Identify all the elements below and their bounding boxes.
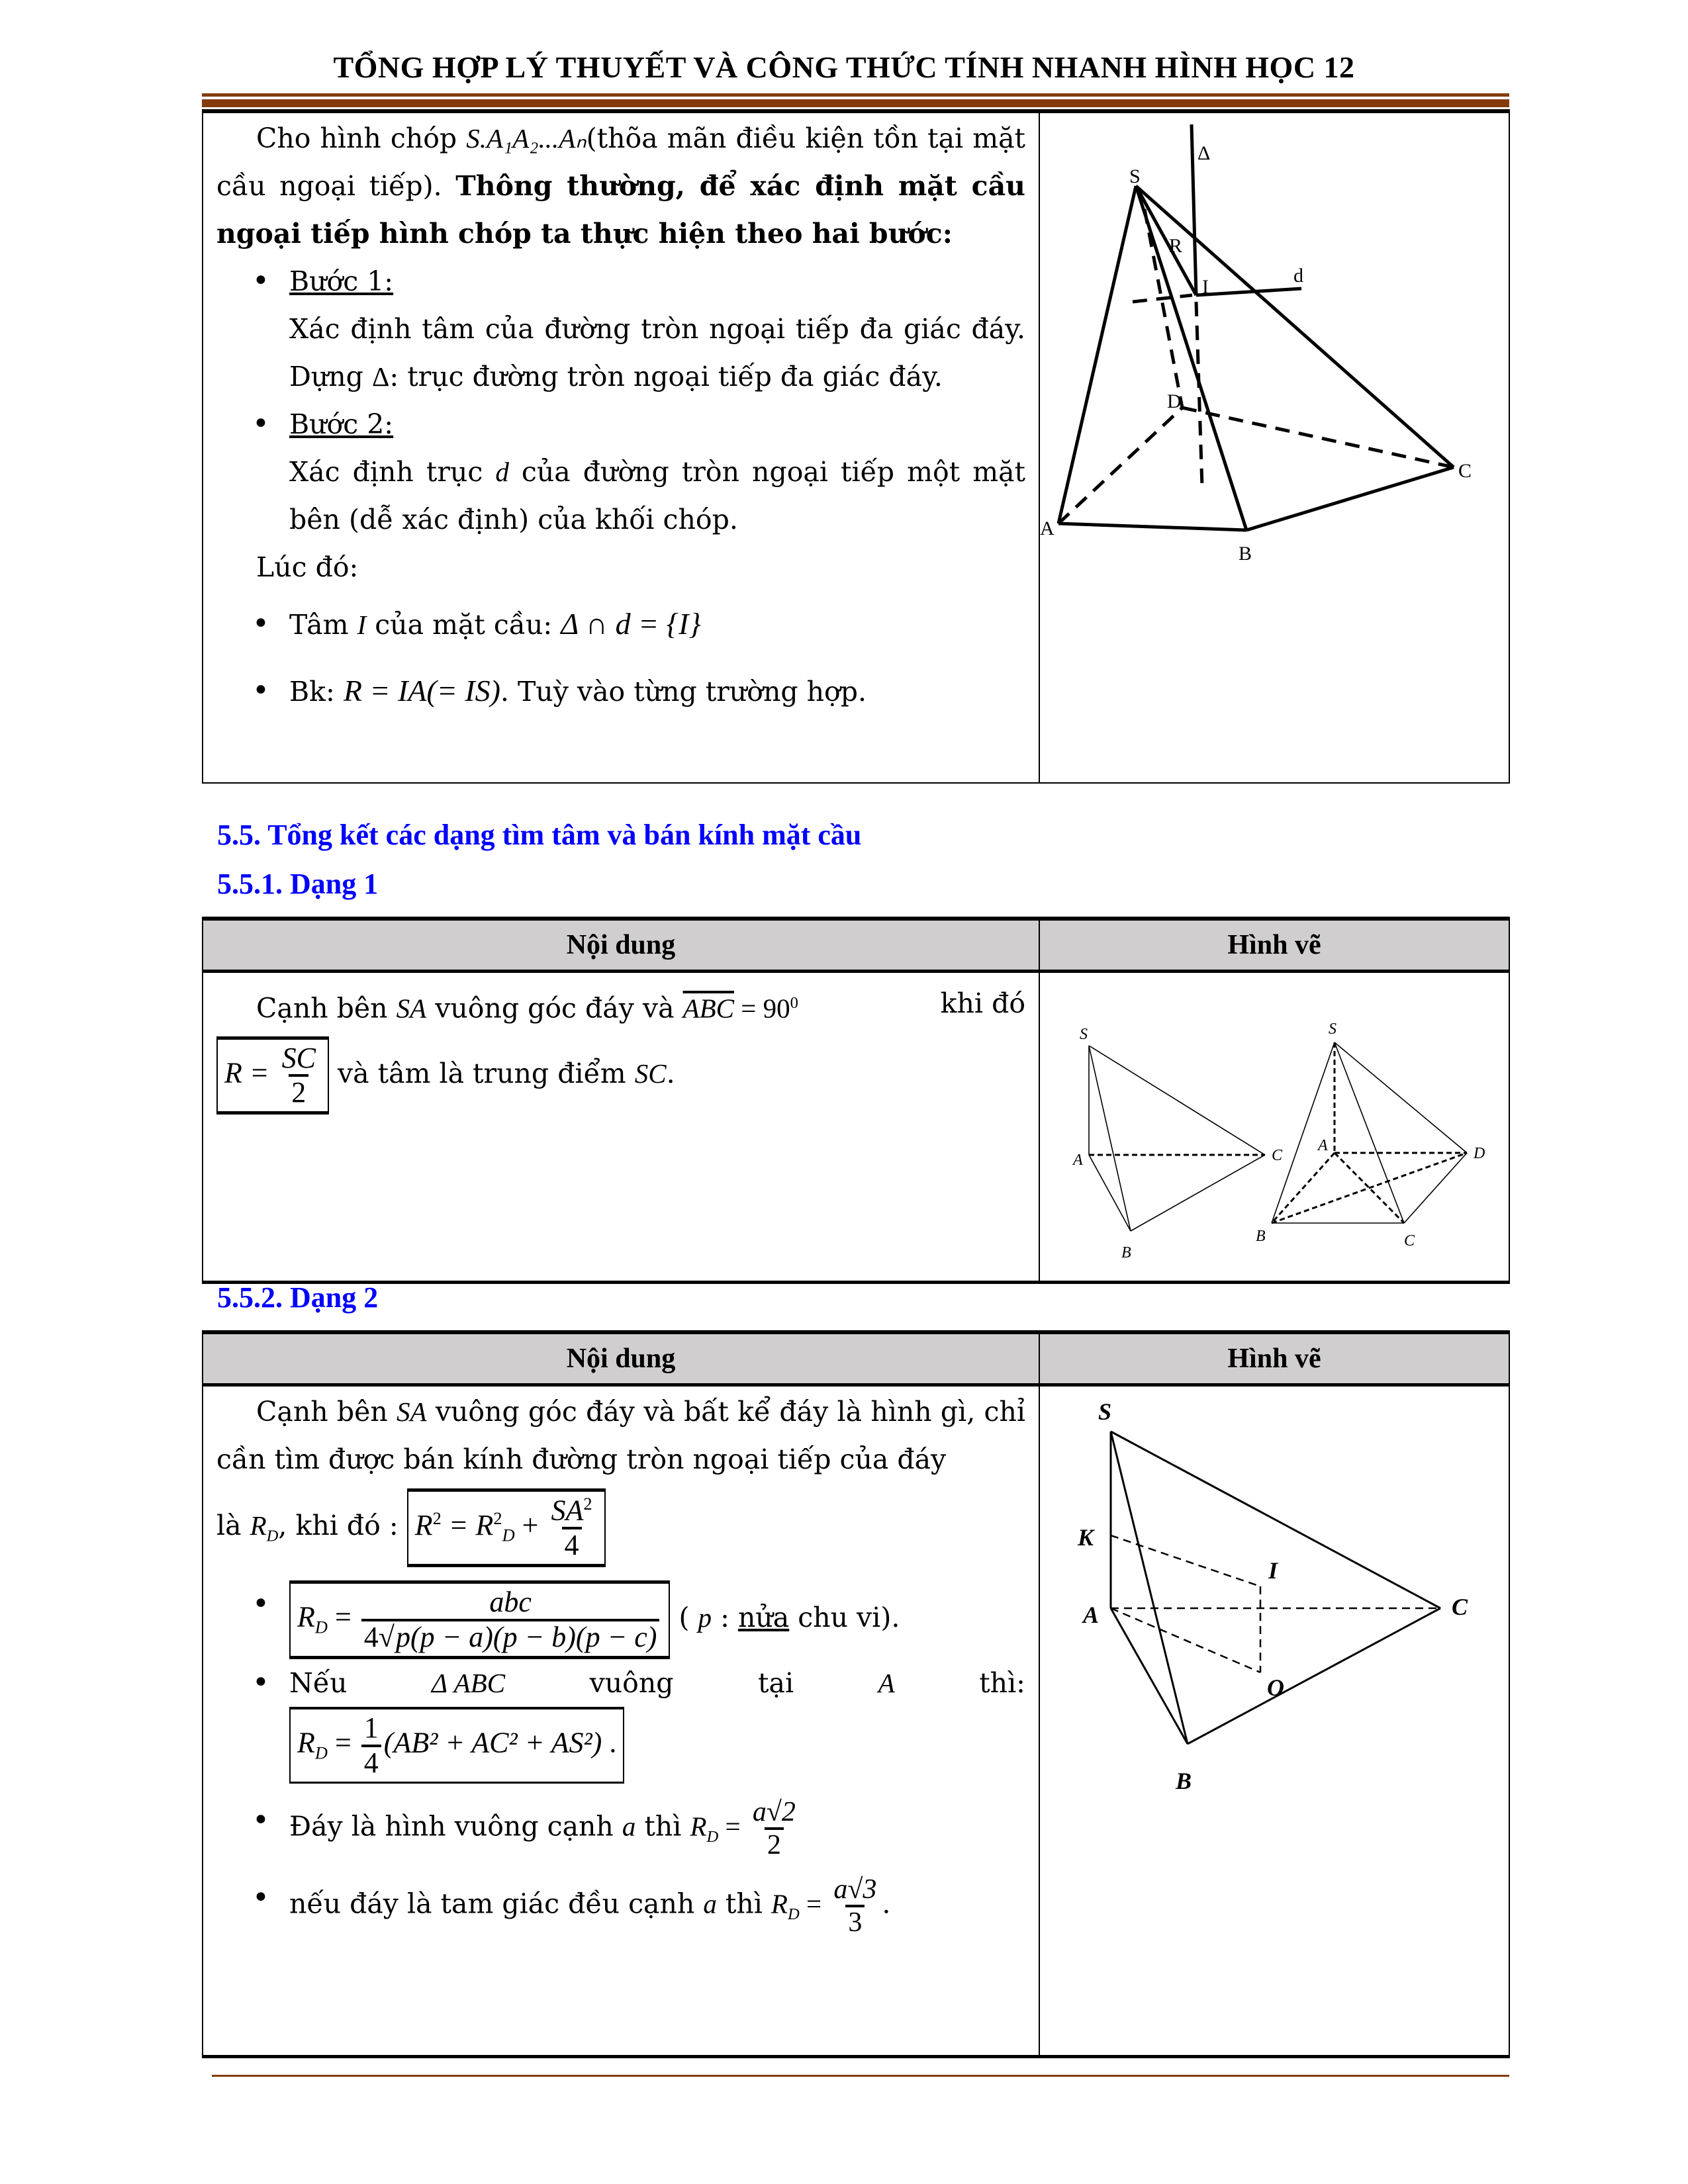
svg-text:D: D (1474, 1145, 1485, 1162)
footer-rule (212, 2075, 1509, 2077)
svg-text:B: B (1239, 543, 1252, 565)
dang1-figures (1040, 973, 1509, 1277)
section-heading: 5.5. Tổng kết các dạng tìm tâm và bán kính mặt cầu (217, 819, 862, 851)
svg-text:B: B (1121, 1244, 1131, 1261)
svg-text:S: S (1098, 1398, 1112, 1425)
right-triangle-formula-box: $R_D$ = $\frac{1}{4}$ (AB² + AC² + AS²) . (289, 1707, 624, 1784)
equilateral-base-item: • nếu đáy là tam giác đều cạnh a thì $R_D$ = $\frac{a√3}{3}$ . (289, 1874, 1025, 1938)
col-header-figure: Hình vẽ (1039, 919, 1509, 972)
then-label: Lúc đó: (256, 551, 359, 583)
col-header-content: Nội dung (203, 919, 1039, 972)
step-2: • Bước 2: (289, 400, 1025, 448)
intro-text-cell (203, 111, 1039, 783)
svg-text:Δ: Δ (1197, 142, 1211, 164)
svg-text:A: A (1083, 1602, 1100, 1628)
step-2-text: Xác định trục d của đường tròn ngoại tiếp một mặt bên (dễ xác định) của khối chóp. (289, 456, 1025, 535)
svg-text:C: C (1272, 1147, 1283, 1164)
svg-text:R: R (1169, 235, 1183, 257)
intro-figure-cell (1039, 111, 1509, 783)
center-item: • Tâm I của mặt cầu: Δ ∩ d = {I} (289, 591, 1025, 658)
heron-formula-box: $R_D$ = $\frac{\text{abc}}{4√p(p - a)(p - b)(p - c)}$ (289, 1580, 670, 1659)
figure-tetrahedron (1089, 1046, 1265, 1231)
svg-text:A: A (1318, 1137, 1328, 1154)
header-rule-thin (202, 93, 1509, 97)
dang2-figure (1040, 1387, 1509, 1797)
dang1-formula-box: R = $\frac{SC}{2}$ (216, 1036, 329, 1115)
svg-text:S: S (1129, 165, 1141, 187)
dang2-figure-cell (1039, 1385, 1509, 2057)
dang1-text-cell (203, 972, 1039, 1283)
page-header (0, 50, 1688, 85)
header-rule-thick (202, 99, 1509, 107)
dang2-main-formula-box: $R^2 = R^2_D$ + $\frac{SA^2}{4}$ (407, 1488, 606, 1567)
dang2-table (202, 1330, 1510, 2058)
dang1-table (202, 917, 1510, 1284)
intro-table (202, 109, 1510, 784)
step-1-text: Xác định tâm của đường tròn ngoại tiếp đa giác đáy. Dựng Δ: trục đường tròn ngoại tiếp đa giác đáy. (289, 313, 1025, 392)
svg-text:A: A (1040, 518, 1055, 539)
square-base-item: • Đáy là hình vuông cạnh a thì $R_D$ = $\frac{a√2}{2}$ (289, 1797, 1025, 1861)
svg-text:K: K (1078, 1524, 1094, 1551)
svg-text:B: B (1176, 1768, 1192, 1794)
step-1: • Bước 1: (289, 257, 1025, 305)
page-title: TỔNG HỢP LÝ THUYẾT VÀ CÔNG THỨC TÍNH NHANH HÌNH HỌC 12 (333, 50, 1355, 84)
svg-text:A: A (1073, 1152, 1083, 1169)
svg-text:I: I (1202, 276, 1209, 298)
col-header-figure: Hình vẽ (1039, 1332, 1509, 1385)
svg-text:S: S (1080, 1026, 1088, 1043)
svg-text:C: C (1404, 1232, 1415, 1250)
svg-text:S: S (1329, 1021, 1336, 1038)
dang1-formula-line: R = $\frac{SC}{2}$ và tâm là trung điểm SC. (216, 1036, 1025, 1115)
svg-text:d: d (1293, 265, 1303, 287)
dang2-main-formula-line: là $R_D$, khi đó : $R^2 = R^2_D$ + $\frac{SA^2}{4}$ (216, 1488, 1025, 1567)
svg-text:B: B (1256, 1228, 1266, 1245)
heron-item: • $R_D$ = $\frac{\text{abc}}{4√p(p - a)(p - b)(p - c)}$ ( p : nửa chu vi). (289, 1580, 1025, 1659)
dang2-text-cell (203, 1385, 1039, 2057)
right-triangle-item: • Nếu Δ ABC vuông tại A thì: $R_D$ = $\frac{1}{4}$ (AB² + AC² + AS²) . (289, 1659, 1025, 1784)
dang1-heading: 5.5.1. Dạng 1 (217, 868, 379, 900)
svg-text:I: I (1268, 1557, 1278, 1584)
intro-paragraph: Cho hình chóp S.A₁A₂...Aₙ(thõa mãn điều kiện tồn tại mặt cầu ngoại tiếp). Thông thường, để xác định mặt cầu ngoại tiếp hình chóp ta thực hiện theo hai bước: (216, 122, 1026, 250)
sphere-pyramid-figure (1040, 113, 1509, 565)
dang2-heading: 5.5.2. Dạng 2 (217, 1281, 379, 1314)
svg-text:C: C (1452, 1594, 1468, 1620)
dang1-figure-cell (1039, 972, 1509, 1283)
dang1-condition: Cạnh bên SA vuông góc đáy và $\overline{ABC} = 90^0$ khi đó (256, 987, 1025, 1024)
col-header-content: Nội dung (203, 1332, 1039, 1385)
svg-text:D: D (1167, 390, 1182, 412)
dang2-intro: Cạnh bên SA vuông góc đáy và bất kể đáy là hình gì, chỉ cần tìm được bán kính đường tròn ngoại tiếp của đáy (216, 1396, 1026, 1475)
radius-item: • Bk: R = IA(= IS). Tuỳ vào từng trường hợp. (289, 658, 1025, 725)
figure-square-pyramid (1272, 1042, 1467, 1223)
svg-text:O: O (1267, 1674, 1284, 1701)
svg-text:C: C (1458, 460, 1472, 482)
